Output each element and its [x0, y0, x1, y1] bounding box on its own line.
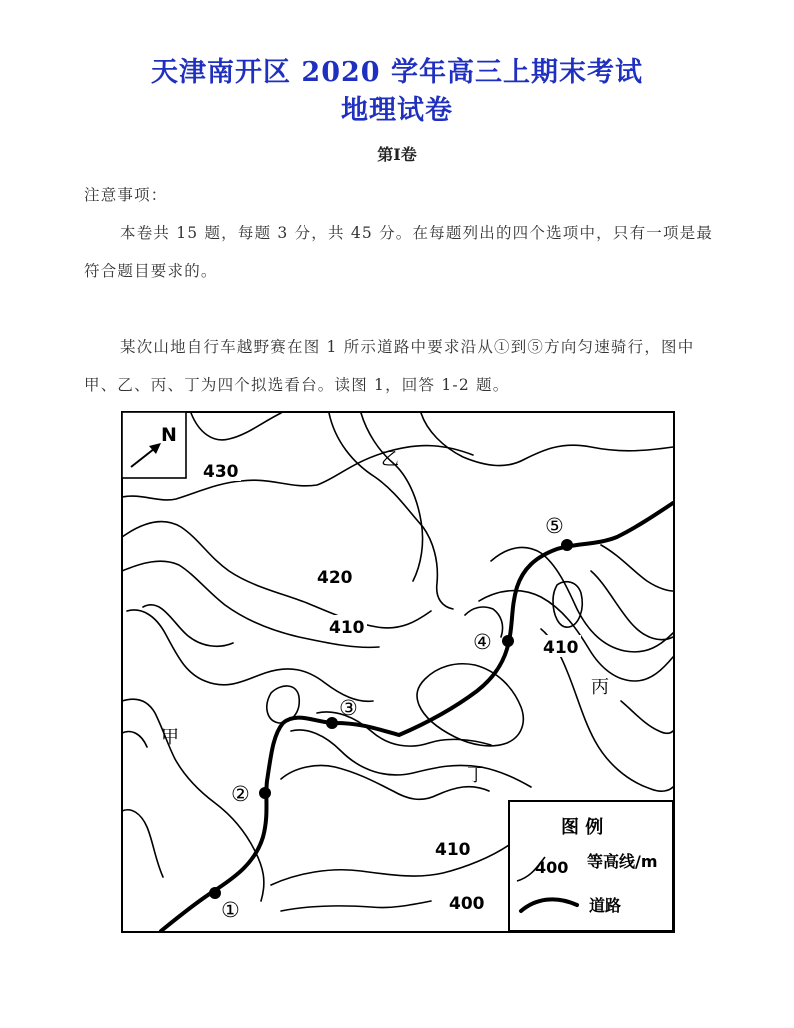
point-3-label: ③ — [339, 696, 358, 720]
section-heading: 第Ⅰ卷 — [377, 145, 417, 164]
point-4-dot — [502, 635, 514, 647]
contour-label-430: 430 — [203, 462, 239, 482]
point-1-label: ① — [221, 898, 240, 922]
point-3-dot — [326, 717, 338, 729]
legend-contour-text: 等高线/m — [587, 852, 658, 871]
legend-contour-value: 400 — [535, 858, 569, 877]
legend-road-text: 道路 — [589, 896, 622, 915]
point-2-dot — [259, 787, 271, 799]
stand-ding: 丁 — [467, 765, 485, 786]
north-label: N — [161, 424, 177, 446]
point-2-label: ② — [231, 782, 250, 806]
exam-subject: 地理试卷 — [341, 95, 453, 126]
point-1-dot — [209, 887, 221, 899]
notice-text: 本卷共 15 题，每题 3 分，共 45 分。在每题列出的四个选项中，只有一项是最符合题目要求的。 — [84, 224, 714, 280]
legend — [509, 801, 673, 931]
point-5-label: ⑤ — [545, 514, 564, 538]
contour-label-410-east: 410 — [543, 638, 579, 658]
contour-label-410-south: 410 — [435, 840, 471, 860]
stand-bing: 丙 — [591, 677, 609, 698]
question-intro: 某次山地自行车越野赛在图 1 所示道路中要求沿从①到⑤方向匀速骑行，图中甲、乙、丙、丁为四个拟选看台。读图 1，回答 1-2 题。 — [84, 338, 695, 394]
contour-map — [121, 411, 675, 933]
north-arrow — [122, 412, 186, 478]
notice-label: 注意事项： — [84, 186, 168, 204]
stand-jia: 甲 — [161, 727, 179, 748]
point-4-label: ④ — [473, 630, 492, 654]
exam-title: 天津南开区 2020 学年高三上期末考试 — [151, 57, 643, 88]
contour-label-420: 420 — [317, 568, 353, 588]
stand-yi: 乙 — [381, 449, 399, 470]
legend-title: 图 例 — [561, 817, 604, 838]
point-5-dot — [561, 539, 573, 551]
contour-label-410-north: 410 — [329, 618, 365, 638]
contour-label-400: 400 — [449, 894, 485, 914]
